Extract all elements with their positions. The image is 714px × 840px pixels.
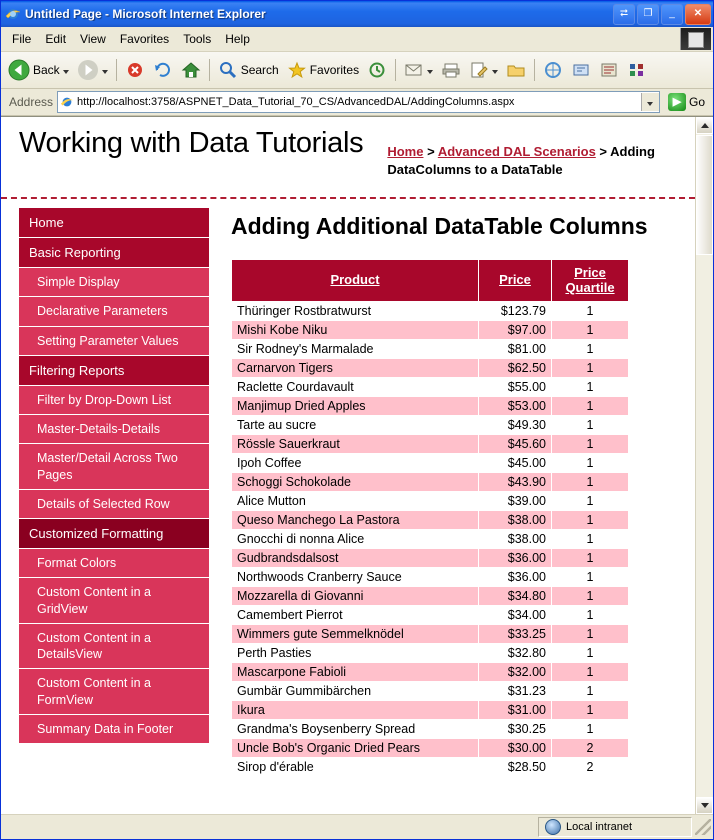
scroll-up-button[interactable] xyxy=(696,117,713,134)
cell-price: $123.79 xyxy=(479,302,552,321)
go-button[interactable] xyxy=(664,93,709,111)
scroll-track[interactable] xyxy=(696,255,713,797)
status-zone-label: Local intranet xyxy=(566,821,633,833)
cell-price-quartile: 1 xyxy=(552,397,629,416)
cell-price: $32.80 xyxy=(479,644,552,663)
toolbar-separator-2 xyxy=(209,59,210,81)
cell-price: $38.00 xyxy=(479,530,552,549)
minimize-button[interactable]: ❐ xyxy=(637,4,659,25)
messenger-button[interactable] xyxy=(568,56,594,84)
scroll-up-icon xyxy=(701,123,709,128)
folder-icon xyxy=(506,61,526,79)
cell-price-quartile: 1 xyxy=(552,701,629,720)
cell-price: $62.50 xyxy=(479,359,552,378)
cell-price: $45.60 xyxy=(479,435,552,454)
sidebar-item-format-colors[interactable]: Format Colors xyxy=(19,548,209,577)
table-row xyxy=(232,321,629,340)
column-header-product[interactable]: Product xyxy=(232,259,479,302)
cell-price-quartile: 1 xyxy=(552,340,629,359)
table-row xyxy=(232,625,629,644)
resize-grip[interactable] xyxy=(695,819,711,835)
search-icon xyxy=(218,61,238,79)
cell-product: Perth Pasties xyxy=(232,644,479,663)
go-arrow-icon: ▶ xyxy=(668,93,686,111)
back-button[interactable] xyxy=(5,56,72,84)
table-header-row xyxy=(232,259,629,302)
page-title: Working with Data Tutorials xyxy=(19,127,364,159)
cell-price-quartile: 1 xyxy=(552,568,629,587)
main-content xyxy=(209,199,695,777)
cell-price-quartile: 1 xyxy=(552,473,629,492)
cell-price-quartile: 1 xyxy=(552,606,629,625)
status-zone xyxy=(538,817,692,837)
research-button[interactable] xyxy=(596,56,622,84)
cell-price-quartile: 2 xyxy=(552,758,629,777)
discuss-button[interactable] xyxy=(540,56,566,84)
mail-button[interactable] xyxy=(401,56,436,84)
cell-price: $28.50 xyxy=(479,758,552,777)
table-row xyxy=(232,435,629,454)
star-icon xyxy=(287,61,307,79)
cell-price: $49.30 xyxy=(479,416,552,435)
table-row xyxy=(232,549,629,568)
table-row xyxy=(232,720,629,739)
cell-product: Alice Mutton xyxy=(232,492,479,511)
window-title: Untitled Page - Microsoft Internet Explorer xyxy=(25,7,266,21)
address-dropdown-icon[interactable] xyxy=(641,93,659,111)
cell-price: $55.00 xyxy=(479,378,552,397)
cell-price: $31.23 xyxy=(479,682,552,701)
menu-file[interactable]: File xyxy=(12,32,32,46)
cell-product: Northwoods Cranberry Sauce xyxy=(232,568,479,587)
favorites-button[interactable] xyxy=(284,56,362,84)
history-icon xyxy=(367,61,387,79)
history-button[interactable] xyxy=(364,56,390,84)
restore-button[interactable]: ⮂ xyxy=(613,4,635,25)
cell-product: Grandma's Boysenberry Spread xyxy=(232,720,479,739)
web-page xyxy=(1,117,695,814)
table-row xyxy=(232,682,629,701)
toolbar-separator xyxy=(116,59,117,81)
cell-product: Schoggi Schokolade xyxy=(232,473,479,492)
table-row xyxy=(232,644,629,663)
cell-product: Thüringer Rostbratwurst xyxy=(232,302,479,321)
sidebar-item-filter-by-drop-down-list[interactable]: Filter by Drop-Down List xyxy=(19,385,209,414)
address-label: Address xyxy=(9,95,54,109)
products-table xyxy=(231,259,629,778)
cell-price: $32.00 xyxy=(479,663,552,682)
sidebar-item-custom-content-detailsview[interactable]: Custom Content in a DetailsView xyxy=(19,623,209,669)
menu-help[interactable]: Help xyxy=(225,32,250,46)
cell-product: Sir Rodney's Marmalade xyxy=(232,340,479,359)
cell-price-quartile: 1 xyxy=(552,644,629,663)
cell-product: Gnocchi di nonna Alice xyxy=(232,530,479,549)
back-dropdown-icon[interactable] xyxy=(63,70,69,74)
cell-price-quartile: 2 xyxy=(552,739,629,758)
table-row xyxy=(232,758,629,777)
cell-price: $31.00 xyxy=(479,701,552,720)
cell-product: Sirop d'érable xyxy=(232,758,479,777)
sidebar-item-simple-display[interactable]: Simple Display xyxy=(19,267,209,296)
breadcrumb-sep-2: > xyxy=(595,144,611,159)
cell-product: Wimmers gute Semmelknödel xyxy=(232,625,479,644)
edit-button[interactable] xyxy=(466,56,501,84)
cell-price: $30.00 xyxy=(479,739,552,758)
cell-price: $39.00 xyxy=(479,492,552,511)
internet-explorer-icon xyxy=(5,6,21,22)
cell-product: Gumbär Gummibärchen xyxy=(232,682,479,701)
folder-button[interactable] xyxy=(503,56,529,84)
back-label: Back xyxy=(33,63,60,77)
print-button[interactable] xyxy=(438,56,464,84)
cell-product: Uncle Bob's Organic Dried Pears xyxy=(232,739,479,758)
sidebar-item-summary-data-in-footer[interactable]: Summary Data in Footer xyxy=(19,714,209,743)
cell-price: $38.00 xyxy=(479,511,552,530)
cell-product: Mozzarella di Giovanni xyxy=(232,587,479,606)
cell-price: $34.00 xyxy=(479,606,552,625)
cell-price: $36.00 xyxy=(479,568,552,587)
status-bar xyxy=(1,814,713,839)
cell-price-quartile: 1 xyxy=(552,549,629,568)
forward-dropdown-icon[interactable] xyxy=(102,70,108,74)
cell-product: Raclette Courdavault xyxy=(232,378,479,397)
scroll-down-button[interactable] xyxy=(696,797,713,814)
breadcrumb xyxy=(387,143,677,178)
cell-product: Mascarpone Fabioli xyxy=(232,663,479,682)
home-icon xyxy=(181,61,201,79)
chevron-down-icon xyxy=(647,102,653,106)
cell-price-quartile: 1 xyxy=(552,359,629,378)
title-bar xyxy=(1,1,713,27)
table-row xyxy=(232,663,629,682)
table-row xyxy=(232,378,629,397)
sidebar-item-declarative-parameters[interactable]: Declarative Parameters xyxy=(19,296,209,325)
scroll-thumb[interactable] xyxy=(696,135,713,255)
cell-price-quartile: 1 xyxy=(552,587,629,606)
messenger-icon xyxy=(571,61,591,79)
page-icon xyxy=(60,95,74,109)
back-arrow-icon xyxy=(8,59,30,81)
cell-price-quartile: 1 xyxy=(552,454,629,473)
cell-price: $33.25 xyxy=(479,625,552,644)
cell-price-quartile: 1 xyxy=(552,720,629,739)
cell-product: Gudbrandsdalsost xyxy=(232,549,479,568)
refresh-button[interactable] xyxy=(150,56,176,84)
cell-product: Tarte au sucre xyxy=(232,416,479,435)
sidebar-item-details-of-selected-row[interactable]: Details of Selected Row xyxy=(19,489,209,518)
globe-icon xyxy=(545,819,561,835)
table-body xyxy=(232,302,629,777)
cell-product: Carnarvon Tigers xyxy=(232,359,479,378)
table-row xyxy=(232,587,629,606)
breadcrumb-home-link[interactable]: Home xyxy=(387,144,424,159)
window-controls xyxy=(613,4,711,25)
cell-price: $53.00 xyxy=(479,397,552,416)
table-row xyxy=(232,606,629,625)
cell-price-quartile: 1 xyxy=(552,435,629,454)
encoding-icon xyxy=(627,61,647,79)
table-row xyxy=(232,568,629,587)
cell-price-quartile: 1 xyxy=(552,302,629,321)
table-row xyxy=(232,739,629,758)
menu-favorites[interactable]: Favorites xyxy=(119,32,170,46)
sidebar-section-basic-reporting[interactable]: Basic Reporting xyxy=(19,237,209,267)
printer-icon xyxy=(441,61,461,79)
mail-dropdown-icon[interactable] xyxy=(427,70,433,74)
forward-button[interactable] xyxy=(74,56,111,84)
page-vertical-scrollbar[interactable] xyxy=(695,117,713,814)
cell-price-quartile: 1 xyxy=(552,321,629,340)
page-viewport xyxy=(1,116,713,814)
windows-logo-icon xyxy=(680,28,711,50)
menu-tools[interactable]: Tools xyxy=(183,32,212,46)
menu-view[interactable]: View xyxy=(80,32,106,46)
cell-product: Queso Manchego La Pastora xyxy=(232,511,479,530)
menu-edit[interactable]: Edit xyxy=(45,32,67,46)
cell-product: Mishi Kobe Niku xyxy=(232,321,479,340)
stop-icon xyxy=(125,61,145,79)
cell-price-quartile: 1 xyxy=(552,663,629,682)
column-header-price[interactable]: Price xyxy=(479,259,552,302)
cell-price-quartile: 1 xyxy=(552,416,629,435)
table-row xyxy=(232,359,629,378)
sidebar-item-home[interactable]: Home xyxy=(19,207,209,237)
content-heading: Adding Additional DataTable Columns xyxy=(231,213,648,239)
breadcrumb-current: Adding DataColumns to a DataTable xyxy=(387,144,655,177)
table-row xyxy=(232,473,629,492)
cell-price: $81.00 xyxy=(479,340,552,359)
home-button[interactable] xyxy=(178,56,204,84)
cell-price: $36.00 xyxy=(479,549,552,568)
research-icon xyxy=(599,61,619,79)
table-row xyxy=(232,454,629,473)
sidebar-item-custom-content-formview[interactable]: Custom Content in a FormView xyxy=(19,668,209,714)
menu-bar xyxy=(1,27,713,52)
search-button[interactable] xyxy=(215,56,282,84)
table-row xyxy=(232,530,629,549)
address-url-text: http://localhost:3758/ASPNET_Data_Tutorial_70_CS/AdvancedDAL/AddingColumns.aspx xyxy=(77,96,515,108)
cell-product: Camembert Pierrot xyxy=(232,606,479,625)
site-header xyxy=(1,117,695,199)
status-message xyxy=(2,817,536,837)
column-header-price-quartile[interactable]: Price Quartile xyxy=(552,259,629,302)
cell-product: Manjimup Dried Apples xyxy=(232,397,479,416)
cell-price: $30.25 xyxy=(479,720,552,739)
cell-price-quartile: 1 xyxy=(552,492,629,511)
table-row xyxy=(232,302,629,321)
sidebar-nav xyxy=(19,207,209,743)
mail-icon xyxy=(404,61,424,79)
table-row xyxy=(232,397,629,416)
edit-dropdown-icon[interactable] xyxy=(492,70,498,74)
cell-price: $34.80 xyxy=(479,587,552,606)
sidebar-item-setting-parameter-values[interactable]: Setting Parameter Values xyxy=(19,326,209,355)
table-row xyxy=(232,701,629,720)
close-button[interactable]: ✕ xyxy=(685,4,711,25)
sidebar-item-master-details-details[interactable]: Master-Details-Details xyxy=(19,414,209,443)
sidebar-section-customized-formatting[interactable]: Customized Formatting xyxy=(19,518,209,548)
sidebar-item-custom-content-gridview[interactable]: Custom Content in a GridView xyxy=(19,577,209,623)
cell-price-quartile: 1 xyxy=(552,378,629,397)
refresh-icon xyxy=(153,61,173,79)
cell-price: $43.90 xyxy=(479,473,552,492)
forward-arrow-icon xyxy=(77,59,99,81)
favorites-label: Favorites xyxy=(309,63,360,77)
scroll-down-icon xyxy=(701,803,709,808)
discuss-icon xyxy=(543,61,563,79)
cell-price-quartile: 1 xyxy=(552,682,629,701)
breadcrumb-section-link[interactable]: Advanced DAL Scenarios xyxy=(437,144,596,159)
cell-price: $97.00 xyxy=(479,321,552,340)
toolbar-separator-3 xyxy=(395,59,396,81)
table-row xyxy=(232,416,629,435)
table-row xyxy=(232,340,629,359)
sidebar-section-filtering-reports[interactable]: Filtering Reports xyxy=(19,355,209,385)
address-input[interactable] xyxy=(57,91,660,113)
cell-product: Rössle Sauerkraut xyxy=(232,435,479,454)
toolbar-separator-4 xyxy=(534,59,535,81)
cell-product: Ipoh Coffee xyxy=(232,454,479,473)
edit-page-icon xyxy=(469,61,489,79)
table-row xyxy=(232,492,629,511)
table-row xyxy=(232,511,629,530)
cell-product: Ikura xyxy=(232,701,479,720)
cell-price-quartile: 1 xyxy=(552,625,629,644)
maximize-button[interactable]: _ xyxy=(661,4,683,25)
sidebar-item-master-detail-across-two-pages[interactable]: Master/Detail Across Two Pages xyxy=(19,443,209,489)
go-label: Go xyxy=(688,95,705,109)
encoding-button[interactable] xyxy=(624,56,650,84)
stop-button[interactable] xyxy=(122,56,148,84)
cell-price: $45.00 xyxy=(479,454,552,473)
search-label: Search xyxy=(240,63,279,77)
breadcrumb-sep-1: > xyxy=(423,144,438,159)
tool-bar xyxy=(1,52,713,89)
cell-price-quartile: 1 xyxy=(552,530,629,549)
cell-price-quartile: 1 xyxy=(552,511,629,530)
address-bar xyxy=(1,89,713,116)
